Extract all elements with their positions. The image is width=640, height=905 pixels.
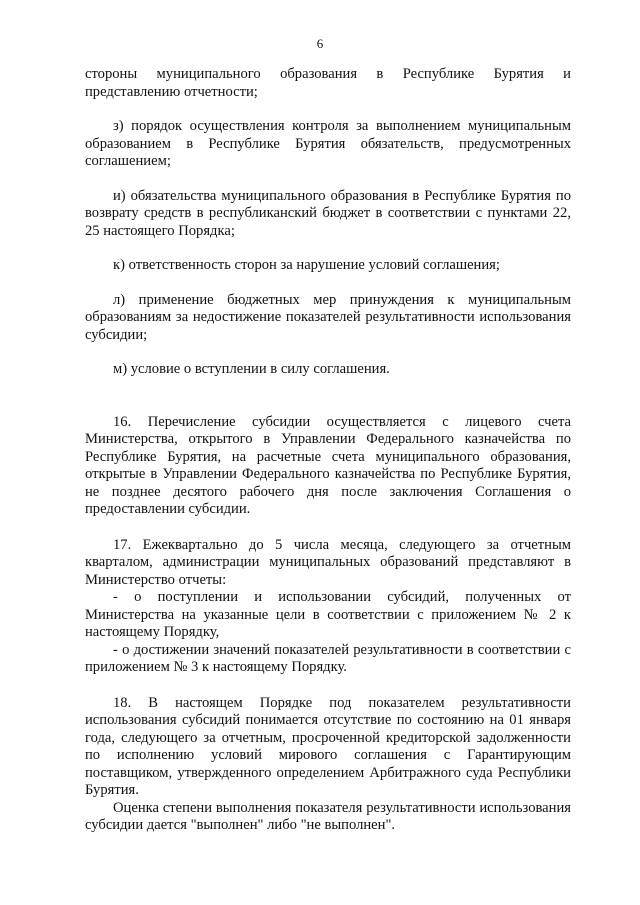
paragraph-item-m: м) условие о вступлении в силу соглашения.: [113, 361, 390, 377]
paragraph-continuation: стороны муниципального образования в Республике Бурятия и представлению отчетности;: [85, 66, 571, 100]
list-item-report-1: - о поступлении и использовании субсидий, полученных от Министерства на указанные цели в соответствии с приложением № 2 к настоящему Порядку,: [85, 589, 571, 640]
document-body: [85, 66, 571, 835]
list-item-report-2: - о достижении значений показателей результативности в соответствии с приложением № 3 к настоящему Порядку.: [85, 641, 571, 675]
paragraph-item-i: и) обязательства муниципального образования в Республике Бурятия по возврату средств в республиканский бюджет в соответствии с пунктами 22, 25 настоящего Порядка;: [85, 187, 571, 239]
paragraph-item-z: з) порядок осуществления контроля за выполнением муниципальным образованием в Республике Бурятия обязательств, предусмотренных соглашением;: [85, 118, 571, 169]
page-number: 6: [316, 36, 324, 51]
paragraph-item-k: к) ответственность сторон за нарушение условий соглашения;: [113, 257, 500, 273]
paragraph-18-assessment: Оценка степени выполнения показателя результативности использования субсидии дается "выполнен" либо "не выполнен".: [85, 799, 571, 833]
paragraph-item-l: л) применение бюджетных мер принуждения к муниципальным образованиям за недостижение показателей результативности использования субсидии;: [85, 291, 571, 343]
paragraph-16: 16. Перечисление субсидии осуществляется с лицевого счета Министерства, открытого в Управлении Федерального казначейства по Республике Бурятия, на расчетные счета муниципального образования, открытые в Управлении Федерального казначейства по Республике Бурятия, не позднее десятого рабочего дня после заключения Соглашения о предоставлении субсидии.: [85, 413, 571, 517]
paragraph-18: 18. В настоящем Порядке под показателем результативности использования субсидий понимается отсутствие по состоянию на 01 января года, следующего за отчетным, просроченной кредиторской задолженности по исполнению условий мирового соглашения с Гарантирующим поставщиком, утвержденного определением Арбитражного суда Республики Бурятия.: [85, 694, 571, 798]
paragraph-17: 17. Ежеквартально до 5 числа месяца, следующего за отчетным кварталом, администрации муниципальных образований представляют в Министерство отчеты:: [85, 536, 571, 588]
